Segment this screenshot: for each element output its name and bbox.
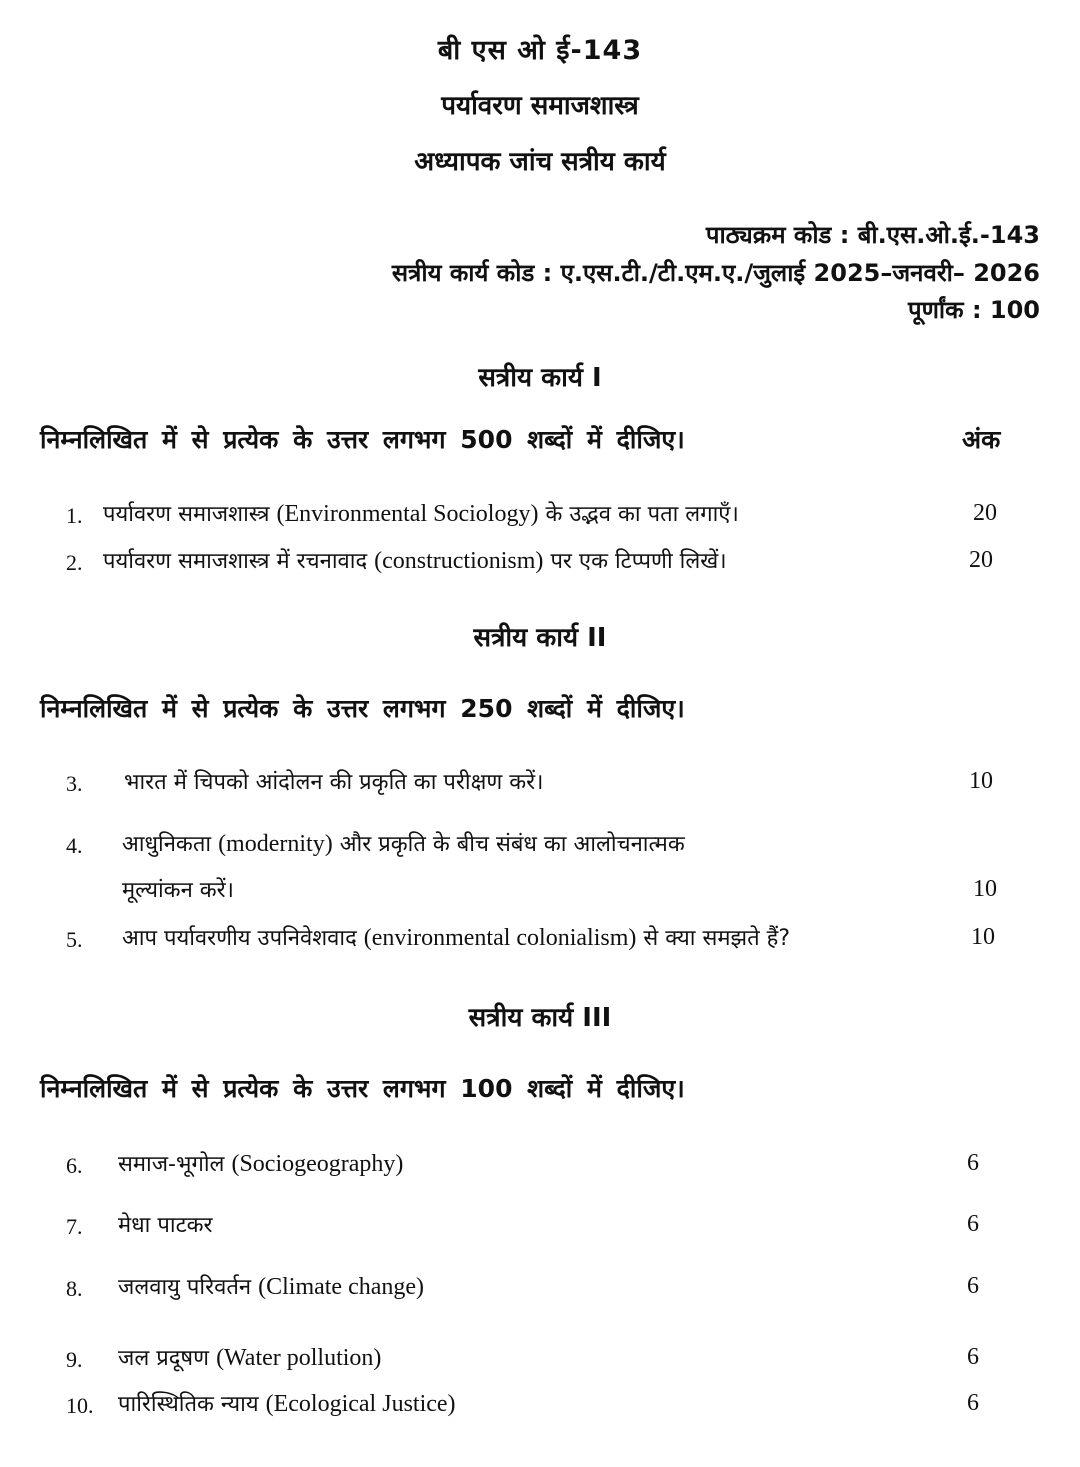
question-marks: 6 <box>967 1344 979 1370</box>
section-instruction: निम्नलिखित में से प्रत्येक के उत्तर लगभग 100 शब्दों में दीजिए। <box>40 1074 685 1103</box>
question-number: 8. <box>66 1276 83 1301</box>
question-text <box>118 1342 381 1372</box>
question-text <box>118 1148 403 1178</box>
question-text-hindi: पर्यावरण समाजशास्त्र में रचनावाद <box>103 549 368 574</box>
course-code-line: पाठ्यक्रम कोड : बी.एस.ओ.ई.-143 <box>705 221 1040 249</box>
question-text-english: (Ecological Justice) <box>265 1391 456 1417</box>
question-text <box>118 1388 456 1418</box>
question-text-hindi: जल प्रदूषण <box>118 1346 210 1371</box>
question-text-hindi: मेधा पाटकर <box>118 1213 213 1238</box>
question-text-english: (modernity) <box>218 831 333 857</box>
question-text <box>124 766 544 796</box>
question-text-english: (Water pollution) <box>216 1345 382 1371</box>
question-number: 1. <box>66 503 83 528</box>
question-text-continued: मूल्यांकन करें। <box>122 878 234 903</box>
question-text-hindi: पारिस्थितिक न्याय <box>118 1392 259 1417</box>
question-marks: 10 <box>973 876 997 902</box>
question-number: 9. <box>66 1347 83 1372</box>
question-text-hindi: आप पर्यावरणीय उपनिवेशवाद <box>122 926 357 951</box>
question-text-hindi: पर्यावरण समाजशास्त्र <box>103 502 270 527</box>
question-text <box>103 545 727 575</box>
question-text <box>118 1209 213 1239</box>
section-title: सत्रीय कार्य II <box>473 623 607 653</box>
question-text <box>118 1271 424 1301</box>
course-name: पर्यावरण समाजशास्त्र <box>441 91 639 121</box>
question-number: 7. <box>66 1214 83 1239</box>
marks-header: अंक <box>962 425 1001 454</box>
question-text <box>103 498 739 528</box>
question-marks: 6 <box>967 1390 979 1416</box>
question-text-english: (Environmental Sociology) <box>276 501 539 527</box>
question-marks: 6 <box>967 1273 979 1299</box>
question-marks: 10 <box>971 924 995 950</box>
question-text-english: (Climate change) <box>258 1274 425 1300</box>
section-title: सत्रीय कार्य III <box>468 1003 612 1033</box>
section-title: सत्रीय कार्य I <box>478 363 602 393</box>
question-text-hindi-tail: से क्या समझते हैं? <box>643 926 791 951</box>
question-marks: 20 <box>969 547 993 573</box>
total-marks-line: पूर्णांक : 100 <box>907 296 1040 324</box>
course-code-title: बी एस ओ ई-143 <box>437 35 643 66</box>
question-number: 5. <box>66 927 83 952</box>
question-number: 2. <box>66 550 83 575</box>
question-text-hindi: आधुनिकता <box>122 832 212 857</box>
question-text-english: (constructionism) <box>374 548 544 574</box>
question-number: 4. <box>66 833 83 858</box>
question-number: 6. <box>66 1153 83 1178</box>
question-marks: 6 <box>967 1211 979 1237</box>
question-text-hindi-tail: और प्रकृति के बीच संबंध का आलोचनात्मक <box>339 832 685 857</box>
question-text-hindi-tail: के उद्भव का पता लगाएँ। <box>545 502 739 527</box>
assignment-type: अध्यापक जांच सत्रीय कार्य <box>414 147 666 177</box>
assignment-code-line: सत्रीय कार्य कोड : ए.एस.टी./टी.एम.ए./जुलाई 2025–जनवरी– 2026 <box>391 259 1040 287</box>
question-marks: 10 <box>969 768 993 794</box>
question-text-hindi-tail: पर एक टिप्पणी लिखें। <box>550 549 727 574</box>
question-text-hindi: समाज-भूगोल <box>118 1152 225 1177</box>
question-text-hindi: भारत में चिपको आंदोलन की प्रकृति का परीक्षण करें। <box>124 770 544 795</box>
question-marks: 6 <box>967 1150 979 1176</box>
question-text-english: (environmental colonialism) <box>363 925 637 951</box>
section-instruction: निम्नलिखित में से प्रत्येक के उत्तर लगभग 500 शब्दों में दीजिए। <box>40 425 685 454</box>
question-text <box>122 922 790 952</box>
question-marks: 20 <box>973 500 997 526</box>
question-number: 10. <box>66 1393 94 1418</box>
question-text-english: (Sociogeography) <box>231 1151 404 1177</box>
question-text <box>122 828 685 858</box>
section-instruction: निम्नलिखित में से प्रत्येक के उत्तर लगभग 250 शब्दों में दीजिए। <box>40 694 685 723</box>
question-text-hindi: जलवायु परिवर्तन <box>118 1275 252 1300</box>
question-number: 3. <box>66 771 83 796</box>
